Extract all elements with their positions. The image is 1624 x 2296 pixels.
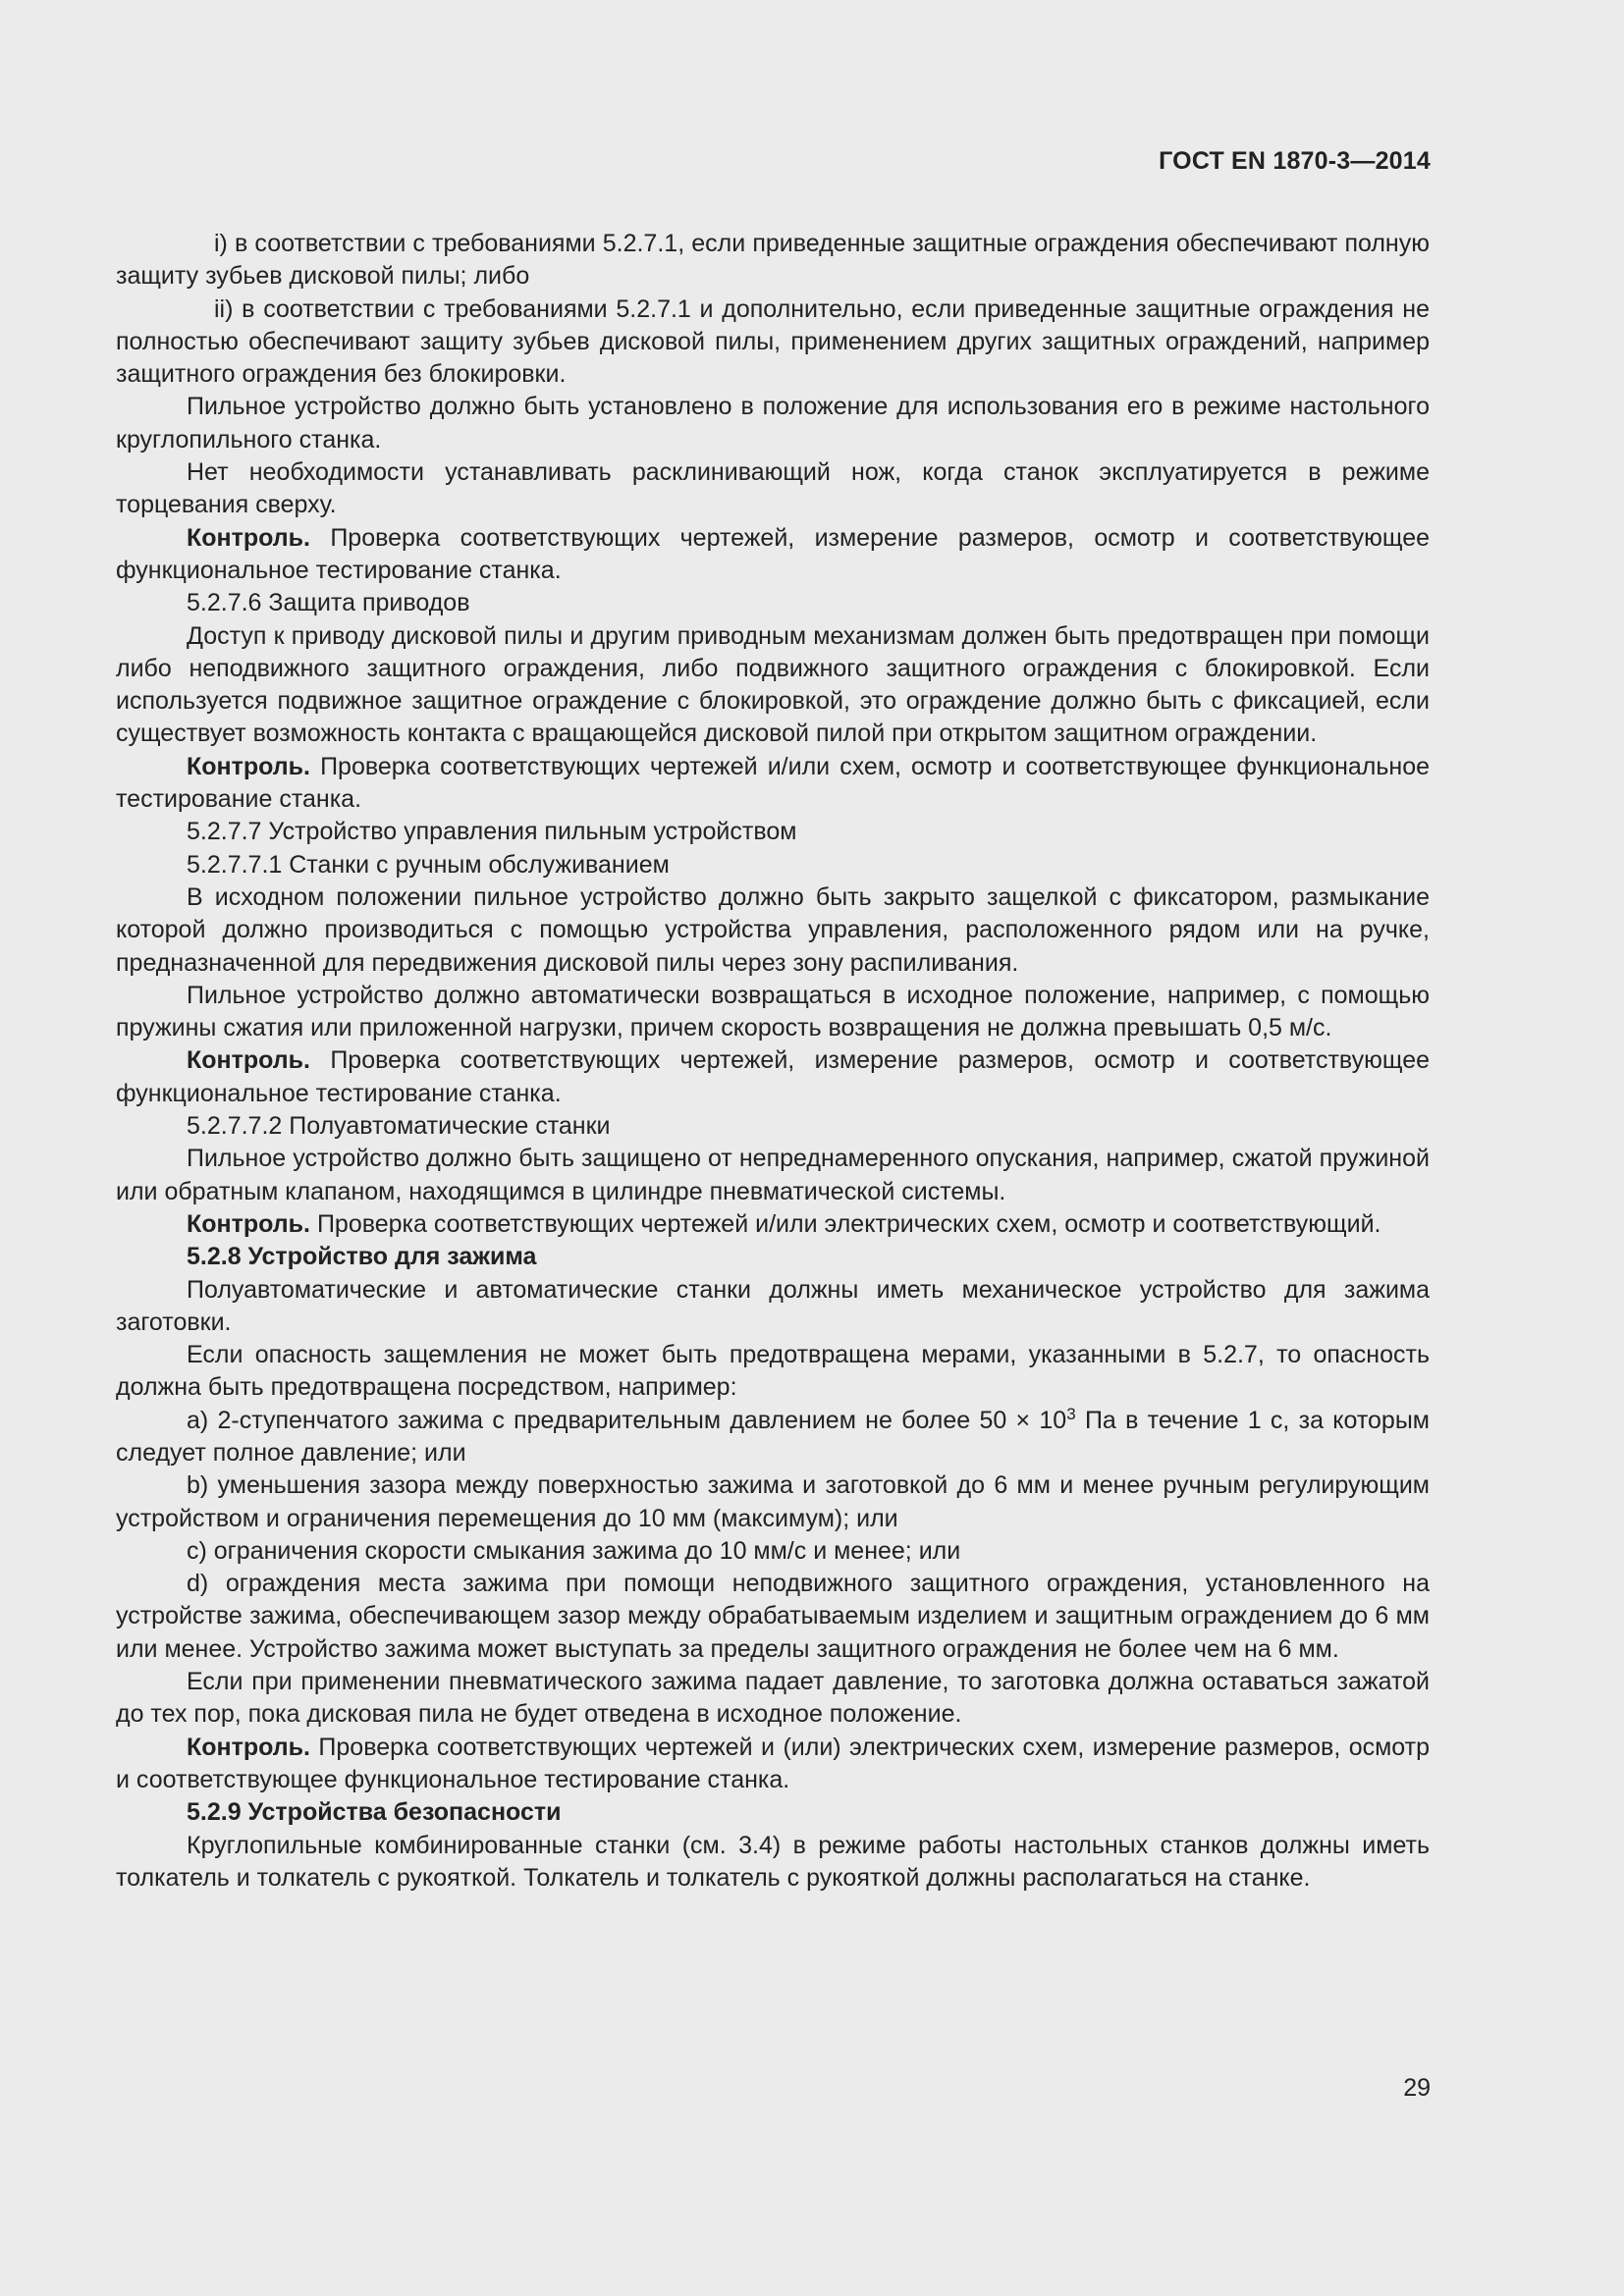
section-title: 5.2.8 Устройство для зажима: [187, 1243, 537, 1271]
control-label: Контроль.: [187, 1046, 310, 1075]
paragraph: Пильное устройство должно быть установлено в положение для использования его в режиме настольного круглопильного станка.: [116, 393, 1430, 454]
list-item-b: b) уменьшения зазора между поверхностью зажима и заготовкой до 6 мм и менее ручным регулирующим устройством и ограничения перемещения до 10 мм (максимум); или: [116, 1471, 1430, 1532]
section-heading-5-2-7-7: 5.2.7.7 Устройство управления пильным устройством: [187, 818, 797, 846]
control-paragraph: [116, 1044, 1430, 1110]
control-paragraph: [116, 1732, 1430, 1797]
section-title: 5.2.9 Устройства безопасности: [187, 1798, 562, 1827]
paragraph: В исходном положении пильное устройство должно быть закрыто защелкой с фиксатором, размыкание которой должно производиться с помощью устройства управления, расположенного рядом или на ручке, предназначенной для передвижения дисковой пилы через зону распиливания.: [116, 882, 1430, 977]
control-label: Контроль.: [187, 1733, 310, 1761]
document-body: [116, 228, 1430, 1895]
list-item-a-text: a) 2-ступенчатого зажима с предварительным давлением не более 50 × 10: [187, 1406, 1067, 1434]
control-paragraph: [116, 522, 1430, 588]
paragraph: Нет необходимости устанавливать расклинивающий нож, когда станок эксплуатируется в режиме торцевания сверху.: [116, 458, 1430, 519]
paragraph: Если опасность защемления не может быть предотвращена мерами, указанными в 5.2.7, то опасность должна быть предотвращена посредством, например:: [116, 1341, 1430, 1402]
control-text: Проверка соответствующих чертежей, измерение размеров, осмотр и соответствующее функциональное тестирование станка.: [116, 523, 1430, 584]
superscript: 3: [1066, 1404, 1076, 1423]
list-item-a: [116, 1405, 1430, 1470]
control-label: Контроль.: [187, 752, 310, 780]
list-item-c: c) ограничения скорости смыкания зажима до 10 мм/с и менее; или: [187, 1536, 961, 1565]
paragraph: Доступ к приводу дисковой пилы и другим приводным механизмам должен быть предотвращен при помощи либо неподвижного защитного ограждения, либо подвижного защитного ограждения с блокировкой. Если используется подвижное защитное ограждение с блокировкой, это ограждение должно быть с фиксацией, если существует возможность контакта с вращающейся дисковой пилой при открытом защитном ограждении.: [116, 621, 1430, 748]
page-number: 29: [1403, 2074, 1431, 2102]
control-text: Проверка соответствующих чертежей и/или схем, осмотр и соответствующее функциональное тестирование станка.: [116, 752, 1430, 814]
paragraph: Круглопильные комбинированные станки (см. 3.4) в режиме работы настольных станков должны иметь толкатель и толкатель с рукояткой. Толкатель и толкатель с рукояткой должны располагаться на станке.: [116, 1831, 1430, 1892]
paragraph: Пильное устройство должно быть защищено от непреднамеренного опускания, например, сжатой пружиной или обратным клапаном, находящимся в цилиндре пневматической системы.: [116, 1145, 1430, 1205]
control-text: Проверка соответствующих чертежей и/или электрических схем, осмотр и соответствующий.: [310, 1209, 1381, 1238]
control-paragraph: [116, 1208, 1430, 1241]
document-code-header: ГОСТ EN 1870-3—2014: [1159, 147, 1431, 175]
paragraph: Пильное устройство должно автоматически возвращаться в исходное положение, например, с помощью пружины сжатия или приложенной нагрузки, причем скорость возвращения не должна превышать 0,5 м/с.: [116, 981, 1430, 1042]
list-item-ii: ii) в соответствии с требованиями 5.2.7.1 и дополнительно, если приведенные защитные ограждения не полностью обеспечивают защиту зубьев дисковой пилы, применением других защитных ограждений, например защитного ограждения без блокировки.: [116, 294, 1430, 389]
paragraph: Полуавтоматические и автоматические станки должны иметь механическое устройство для зажима заготовки.: [116, 1275, 1430, 1336]
paragraph: Если при применении пневматического зажима падает давление, то заготовка должна оставаться зажатой до тех пор, пока дисковая пила не будет отведена в исходное положение.: [116, 1668, 1430, 1729]
list-item-d: d) ограждения места зажима при помощи неподвижного защитного ограждения, установленного на устройстве зажима, обеспечивающем зазор между обрабатываемым изделием и защитным ограждением до 6 мм или менее. Устройство зажима может выступать за пределы защитного ограждения не более чем на 6 мм.: [116, 1570, 1430, 1663]
section-heading-5-2-9: [116, 1796, 1430, 1829]
control-label: Контроль.: [187, 523, 310, 552]
section-heading-5-2-8: [116, 1241, 1430, 1273]
list-item-i: i) в соответствии с требованиями 5.2.7.1, если приведенные защитные ограждения обеспечивают полную защиту зубьев дисковой пилы; либо: [116, 230, 1430, 291]
control-paragraph: [116, 751, 1430, 817]
control-text: Проверка соответствующих чертежей и (или) электрических схем, измерение размеров, осмотр и соответствующее функциональное тестирование станка.: [116, 1733, 1430, 1793]
control-label: Контроль.: [187, 1209, 310, 1238]
section-heading-5-2-7-7-1: 5.2.7.7.1 Станки с ручным обслуживанием: [187, 850, 670, 879]
list-item-a-text-end: Па в течение 1 с, за которым следует полное давление; или: [116, 1406, 1430, 1467]
section-heading-5-2-7-7-2: 5.2.7.7.2 Полуавтоматические станки: [187, 1112, 611, 1141]
control-text: Проверка соответствующих чертежей, измерение размеров, осмотр и соответствующее функциональное тестирование станка.: [116, 1046, 1430, 1107]
section-heading-5-2-7-6: 5.2.7.6 Защита приводов: [187, 589, 470, 617]
